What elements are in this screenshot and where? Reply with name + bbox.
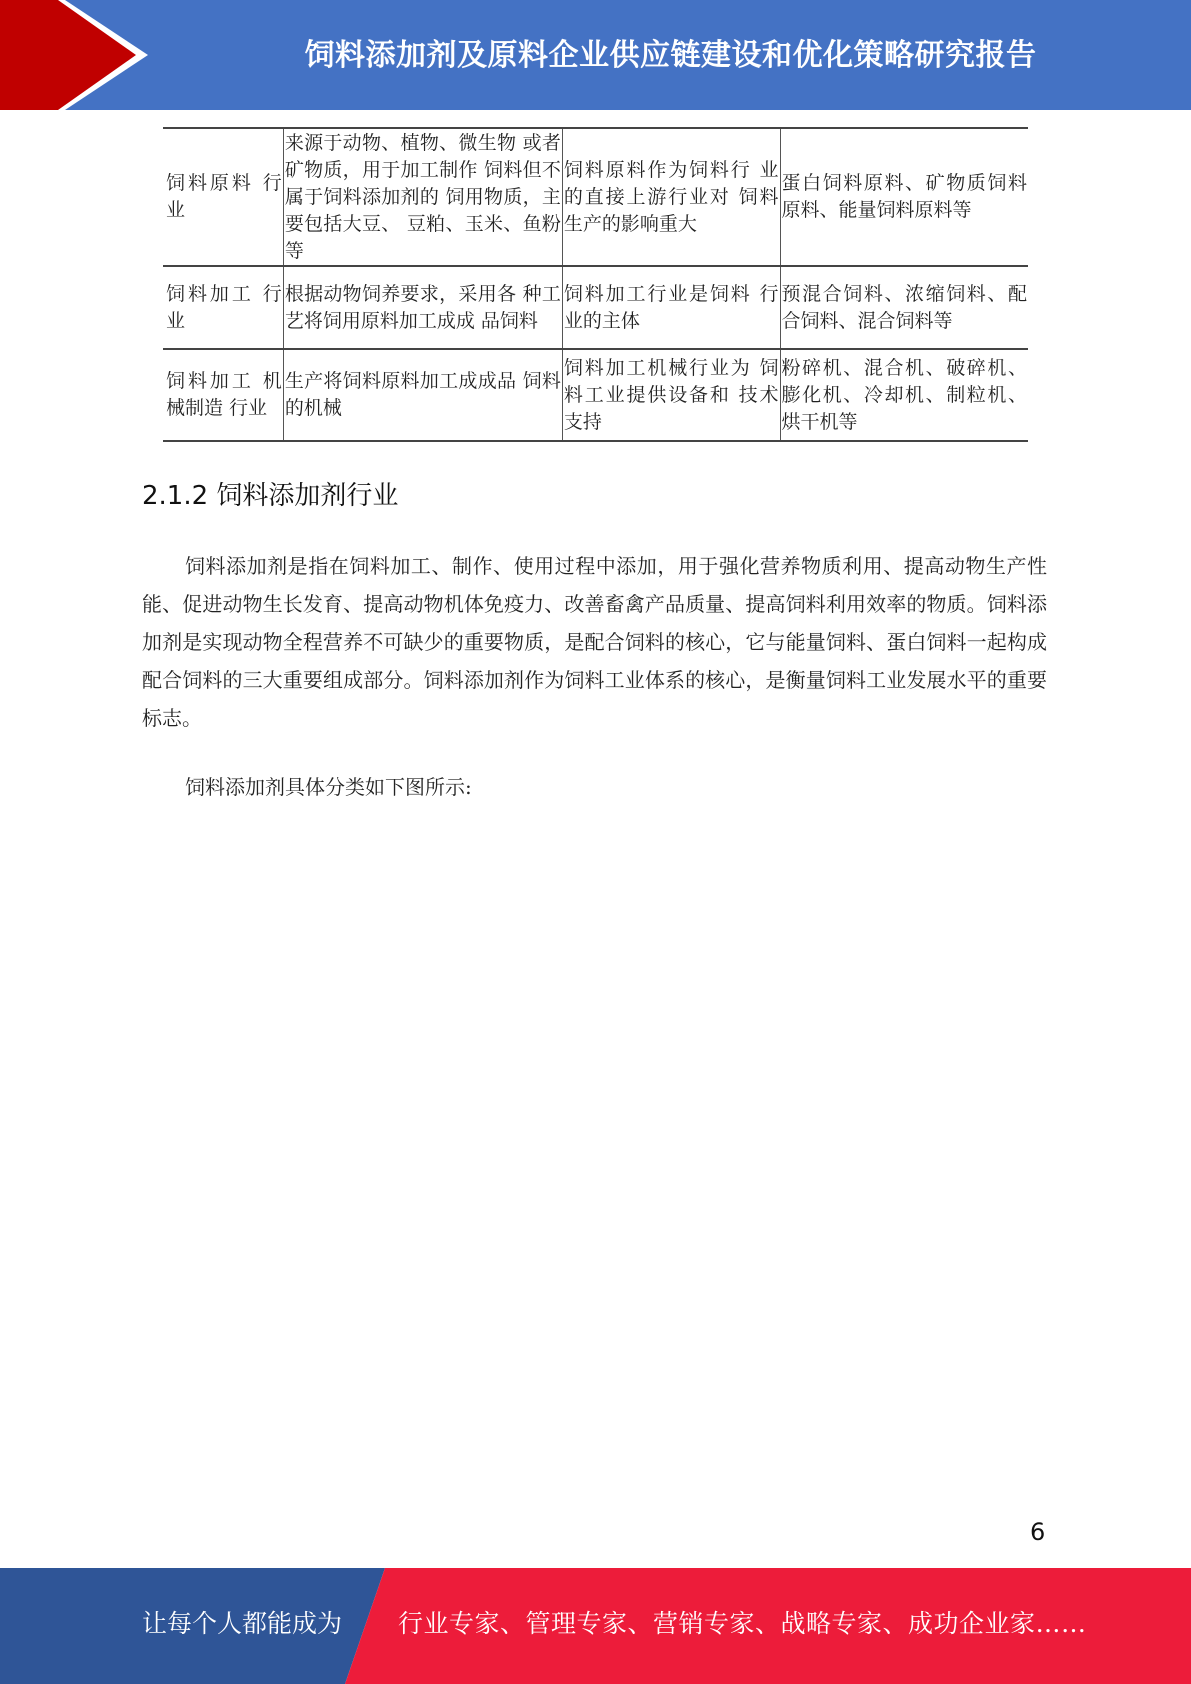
table-cell: 饲料原料作为饲料行 业的直接上游行业对 饲料生产的影响重大 (562, 128, 780, 266)
table-cell: 饲料加工 行业 (163, 266, 283, 349)
table-row (163, 128, 1028, 266)
table-cell: 预混合饲料、浓缩饲料、配合饲料、混合饲料等 (780, 266, 1028, 349)
footer-slogan-right: 行业专家、管理专家、营销专家、战略专家、成功企业家…… (398, 1609, 1087, 1638)
industry-table (163, 127, 1028, 442)
report-title: 饲料添加剂及原料企业供应链建设和优化策略研究报告 (304, 38, 1037, 73)
page-header (0, 0, 1191, 110)
table-cell: 生产将饲料原料加工成成品 饲料的机械 (283, 349, 562, 441)
table-cell: 饲料加工行业是饲料 行业的主体 (562, 266, 780, 349)
footer-slogan-left: 让每个人都能成为 (142, 1609, 343, 1638)
table-cell: 来源于动物、植物、微生物 或者矿物质，用于加工制作 饲料但不属于饲料添加剂的 饲用物质，主要包括大豆、 豆粕、玉米、鱼粉等 (283, 128, 562, 266)
table-row (163, 266, 1028, 349)
table-cell: 粉碎机、混合机、破碎机、膨化机、冷却机、制粒机、烘干机等 (780, 349, 1028, 441)
header-arrow-icon (0, 0, 160, 110)
section-heading: 2.1.2 饲料添加剂行业 (142, 481, 399, 511)
page-footer (0, 1568, 1191, 1684)
table-cell: 饲料加工 机械制造 行业 (163, 349, 283, 441)
table-cell: 根据动物饲养要求，采用各 种工艺将饲用原料加工成成 品饲料 (283, 266, 562, 349)
table-cell: 蛋白饲料原料、矿物质饲料原料、能量饲料原料等 (780, 128, 1028, 266)
page-number: 6 (1030, 1518, 1046, 1546)
table-cell: 饲料加工机械行业为 饲料工业提供设备和 技术支持 (562, 349, 780, 441)
table-cell: 饲料原料 行业 (163, 128, 283, 266)
body-paragraph: 饲料添加剂是指在饲料加工、制作、使用过程中添加，用于强化营养物质利用、提高动物生产性能、促进动物生长发育、提高动物机体免疫力、改善畜禽产品质量、提高饲料利用效率的物质。饲料添加剂是实现动物全程营养不可缺少的重要物质，是配合饲料的核心，它与能量饲料、蛋白饲料一起构成配合饲料的三大重要组成部分。饲料添加剂作为饲料工业体系的核心，是衡量饲料工业发展水平的重要标志。 (142, 554, 1047, 730)
body-paragraph: 饲料添加剂具体分类如下图所示: (185, 775, 472, 799)
table-row (163, 349, 1028, 441)
